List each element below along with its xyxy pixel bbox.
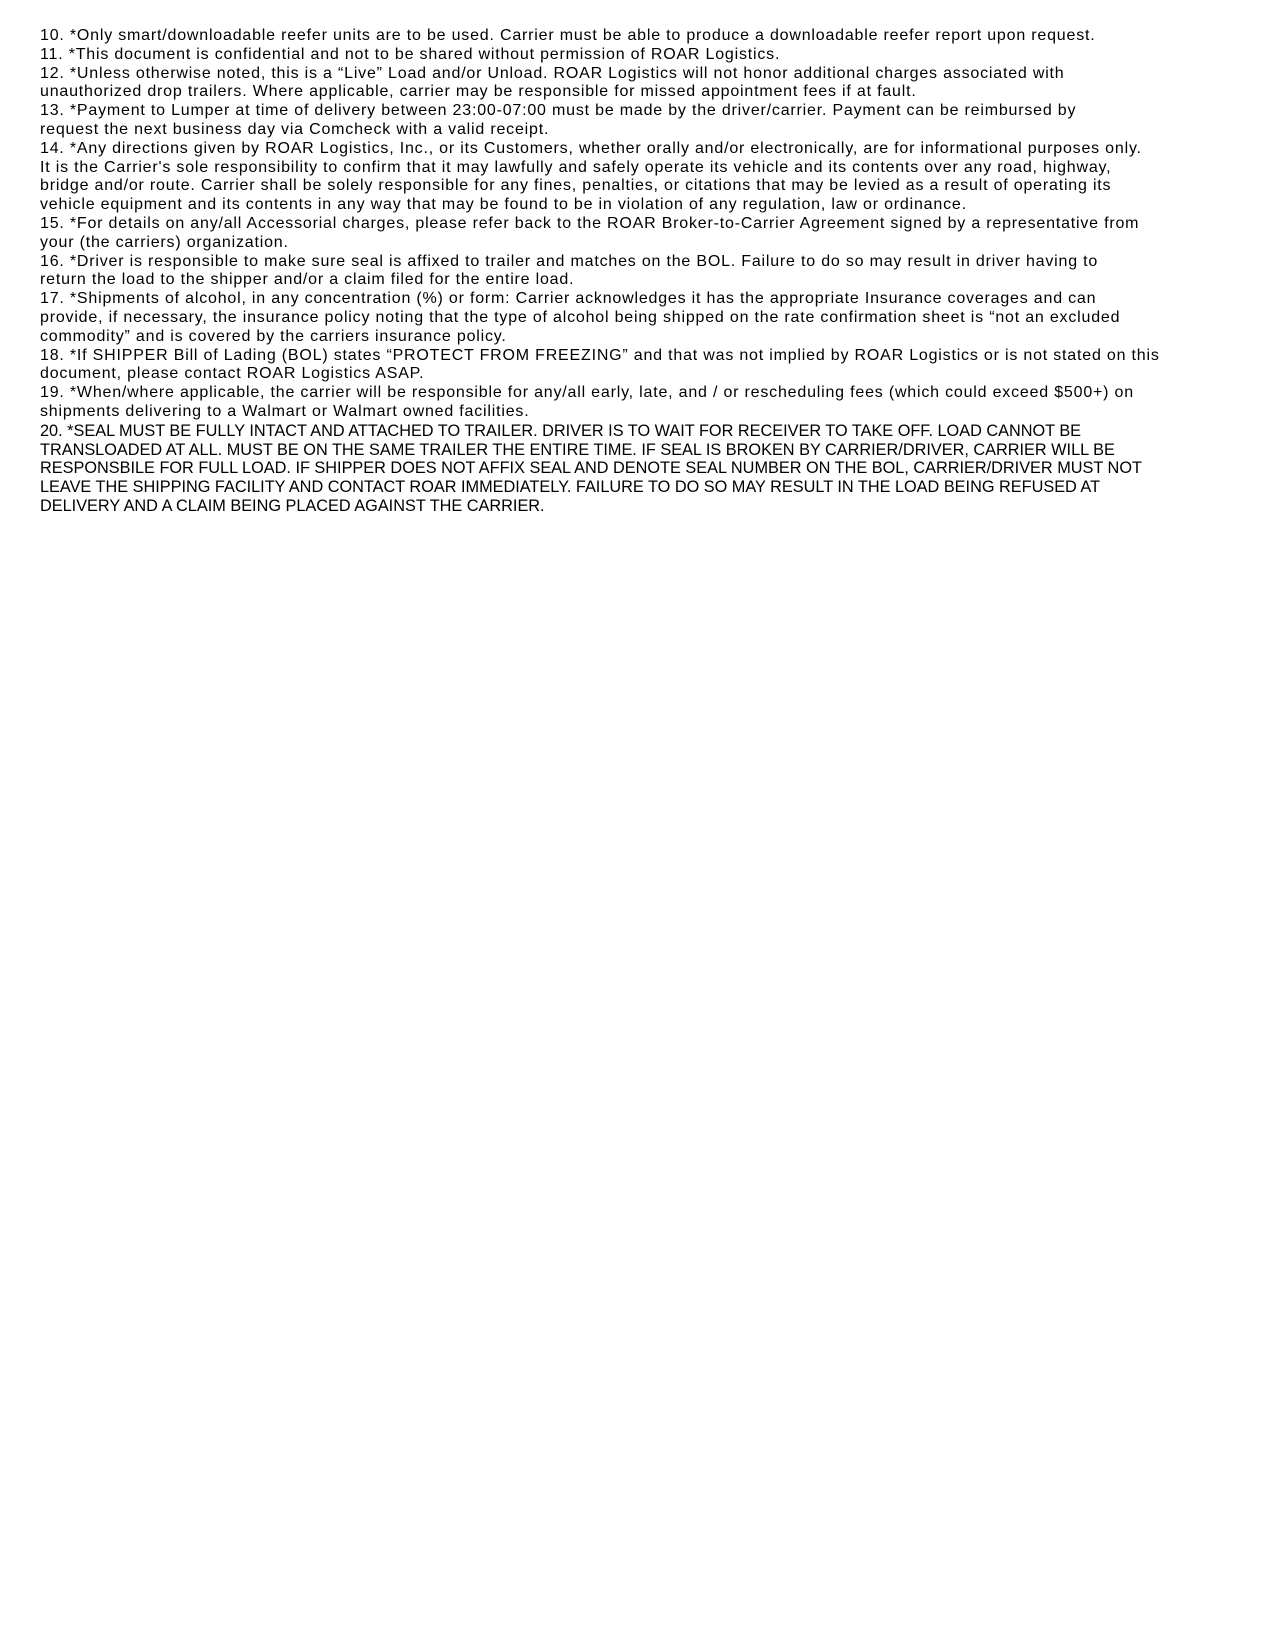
term-11: 11. *This document is confidential and not to be shared without permission of ROAR Logistics. bbox=[40, 45, 781, 63]
term-13: 13. *Payment to Lumper at time of delivery between 23:00-07:00 must be made by the driver/carrier. Payment can be reimbursed by request the next business day via Comcheck with a valid receipt. bbox=[40, 102, 1077, 138]
term-19: 19. *When/where applicable, the carrier will be responsible for any/all early, late, and / or rescheduling fees (which could exceed $500+) on shipments delivering to a Walmart or Walmart owned facilities. bbox=[40, 384, 1134, 420]
term-12: 12. *Unless otherwise noted, this is a “Live” Load and/or Unload. ROAR Logistics will not honor additional charges associated with unauthorized drop trailers. Where applicable, carrier may be responsible for missed appointment fees if at fault. bbox=[40, 64, 1065, 101]
document-page bbox=[40, 27, 1240, 516]
term-17: 17. *Shipments of alcohol, in any concentration (%) or form: Carrier acknowledges it has the appropriate Insurance coverages and can provide, if necessary, the insurance policy noting that the type of alcohol being shipped on the rate confirmation sheet is “not an excluded commodity” and is covered by the carriers insurance policy. bbox=[40, 290, 1121, 345]
term-10: 10. *Only smart/downloadable reefer units are to be used. Carrier must be able to produce a downloadable reefer report upon request. bbox=[40, 27, 1096, 44]
term-18: 18. *If SHIPPER Bill of Lading (BOL) states “PROTECT FROM FREEZING” and that was not implied by ROAR Logistics or is not stated on this document, please contact ROAR Logistics ASAP. bbox=[40, 346, 1160, 383]
term-16: 16. *Driver is responsible to make sure seal is affixed to trailer and matches on the BOL. Failure to do so may result in driver having to return the load to the shipper and/or a claim filed for the entire load. bbox=[40, 252, 1099, 289]
term-15: 15. *For details on any/all Accessorial charges, please refer back to the ROAR Broker-to-Carrier Agreement signed by a representative from your (the carriers) organization. bbox=[40, 214, 1140, 251]
term-20: 20. *SEAL MUST BE FULLY INTACT AND ATTACHED TO TRAILER. DRIVER IS TO WAIT FOR RECEIVER TO TAKE OFF. LOAD CANNOT BE TRANSLOADED AT ALL. MUST BE ON THE SAME TRAILER THE ENTIRE TIME. IF SEAL IS BROKEN BY CARRIER/DRIVER, CARRIER WILL BE RESPONSBILE FOR FULL LOAD. IF SHIPPER DOES NOT AFFIX SEAL AND DENOTE SEAL NUMBER ON THE BOL, CARRIER/DRIVER MUST NOT LEAVE THE SHIPPING FACILITY AND CONTACT ROAR IMMEDIATELY. FAILURE TO DO SO MAY RESULT IN THE LOAD BEING REFUSED AT DELIVERY AND A CLAIM BEING PLACED AGAINST THE CARRIER. bbox=[40, 421, 1142, 515]
term-14: 14. *Any directions given by ROAR Logistics, Inc., or its Customers, whether orally and/or electronically, are for informational purposes only. It is the Carrier's sole responsibility to confirm that it may lawfully and safely operate its vehicle and its contents over any road, highway, bridge and/or route. Carrier shall be solely responsible for any fines, penalties, or citations that may be levied as a result of operating its vehicle equipment and its contents in any way that may be found to be in violation of any regulation, law or ordinance. bbox=[40, 139, 1142, 214]
